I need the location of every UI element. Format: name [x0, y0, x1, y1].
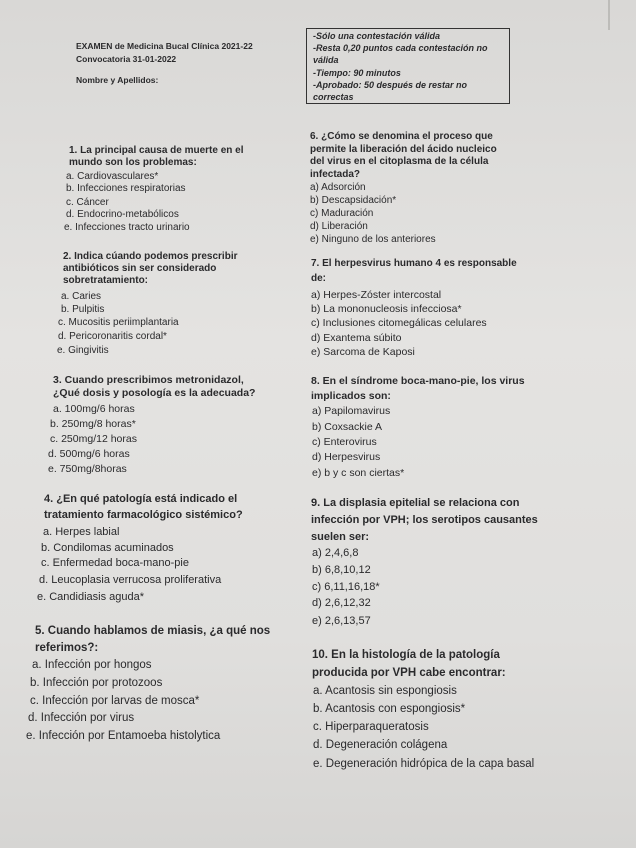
answer-option: e) Ninguno de los anteriores	[310, 234, 436, 245]
instruction-line: -Aprobado: 50 después de restar no	[313, 80, 468, 90]
question-text: permite la liberación del ácido nucleico	[310, 144, 497, 155]
answer-option: a) Papilomavirus	[312, 405, 391, 417]
answer-option: c) Enterovirus	[312, 436, 377, 448]
answer-option: d. 500mg/6 horas	[48, 448, 130, 460]
instruction-line: válida	[313, 55, 339, 65]
answer-option: a. Infección por hongos	[32, 659, 152, 671]
answer-option: c. Infección por larvas de mosca*	[30, 695, 200, 707]
answer-option: b) Descapsidación*	[310, 195, 397, 206]
answer-option: d. Pericoronaritis cordal*	[58, 331, 167, 342]
question-text: sobretratamiento:	[63, 275, 149, 286]
answer-option: a. Herpes labial	[43, 526, 120, 538]
answer-option: b. Condilomas acuminados	[41, 542, 174, 554]
instruction-line: correctas	[313, 92, 354, 102]
answer-option: e. Candidiasis aguda*	[37, 591, 145, 603]
question-text: ¿Qué dosis y posología es la adecuada?	[53, 387, 256, 399]
answer-option: c) 6,11,16,18*	[312, 581, 380, 593]
answer-option: a. 100mg/6 horas	[53, 403, 135, 415]
answer-option: e. Gingivitis	[57, 345, 109, 356]
answer-option: e. Infecciones tracto urinario	[64, 222, 190, 233]
name-field-label: Nombre y Apellidos:	[76, 75, 159, 85]
answer-option: c. Mucositis periimplantaria	[58, 317, 179, 328]
answer-option: b. Acantosis con espongiosis*	[313, 703, 466, 715]
answer-option: a. Acantosis sin espongiosis	[313, 685, 457, 697]
answer-option: a) Herpes-Zóster intercostal	[311, 289, 442, 301]
question-text: 5. Cuando hablamos de miasis, ¿a qué nos	[35, 625, 271, 637]
question-text: tratamiento farmacológico sistémico?	[44, 509, 243, 521]
answer-option: e) 2,6,13,57	[312, 615, 371, 627]
question-text: 8. En el síndrome boca-mano-pie, los virus	[311, 375, 525, 387]
answer-option: b. 250mg/8 horas*	[50, 418, 136, 430]
instructions-box	[306, 28, 510, 104]
question-text: 3. Cuando prescribimos metronidazol,	[53, 374, 244, 386]
answer-option: d) 2,6,12,32	[312, 597, 371, 609]
answer-option: b. Pulpitis	[61, 304, 105, 315]
question-text: 4. ¿En qué patología está indicado el	[44, 493, 238, 505]
question-text: infectada?	[310, 169, 361, 180]
answer-option: d) Herpesvirus	[312, 451, 381, 463]
answer-option: b. Infección por protozoos	[30, 677, 163, 689]
question-text: de:	[311, 273, 326, 284]
answer-option: d) Liberación	[310, 221, 368, 232]
question-text: 10. En la histología de la patología	[312, 649, 500, 661]
question-text: referimos?:	[35, 642, 99, 654]
question-text: 6. ¿Cómo se denomina el proceso que	[310, 131, 493, 142]
question-text: suelen ser:	[311, 531, 370, 543]
answer-option: b) La mononucleosis infecciosa*	[311, 303, 462, 315]
answer-option: e. 750mg/8horas	[48, 463, 127, 475]
instruction-line: -Resta 0,20 puntos cada contestación no	[313, 43, 488, 53]
question-text: del virus en el citoplasma de la célula	[310, 156, 489, 167]
answer-option: c. Enfermedad boca-mano-pie	[41, 557, 189, 569]
answer-option: d. Infección por virus	[28, 712, 135, 724]
answer-option: c) Inclusiones citomegálicas celulares	[311, 317, 487, 329]
answer-option: d. Endocrino-metabólicos	[66, 209, 179, 220]
answer-option: d. Leucoplasia verrucosa proliferativa	[39, 574, 222, 586]
answer-option: e) b y c son ciertas*	[312, 467, 405, 479]
question-text: 9. La displasia epitelial se relaciona con	[311, 497, 520, 509]
paper-fold	[608, 0, 610, 30]
answer-option: a. Caries	[61, 291, 102, 302]
answer-option: e) Sarcoma de Kaposi	[311, 346, 415, 358]
question-text: 7. El herpesvirus humano 4 es responsable	[311, 258, 517, 269]
answer-option: c) Maduración	[310, 208, 374, 219]
exam-title: EXAMEN de Medicina Bucal Clínica 2021-22	[76, 41, 253, 51]
instruction-line: -Sólo una contestación válida	[313, 31, 441, 41]
question-text: implicados son:	[311, 390, 391, 402]
question-text: antibióticos sin ser considerado	[63, 263, 217, 274]
answer-option: b) Coxsackie A	[312, 421, 383, 433]
answer-option: d. Degeneración colágena	[313, 739, 448, 751]
question-text: 2. Indica cúando podemos prescribir	[63, 251, 238, 262]
answer-option: c. Cáncer	[66, 197, 109, 208]
answer-option: c. Hiperparaqueratosis	[313, 721, 429, 733]
answer-option: c. 250mg/12 horas	[50, 433, 137, 445]
answer-option: e. Degeneración hidrópica de la capa basal	[313, 758, 535, 770]
instruction-line: -Tiempo: 90 minutos	[313, 68, 401, 78]
exam-date: Convocatoria 31-01-2022	[76, 54, 177, 64]
question-text: 1. La principal causa de muerte en el	[69, 145, 244, 156]
answer-option: b) 6,8,10,12	[312, 564, 371, 576]
question-text: producida por VPH cabe encontrar:	[312, 667, 506, 679]
answer-option: e. Infección por Entamoeba histolytica	[26, 730, 221, 742]
answer-option: a) Adsorción	[310, 182, 366, 193]
answer-option: a. Cardiovasculares*	[66, 171, 159, 182]
question-text: mundo son los problemas:	[69, 157, 197, 168]
answer-option: d) Exantema súbito	[311, 332, 402, 344]
answer-option: a) 2,4,6,8	[312, 547, 359, 559]
question-text: infección por VPH; los serotipos causantes	[311, 514, 538, 526]
answer-option: b. Infecciones respiratorias	[66, 183, 186, 194]
